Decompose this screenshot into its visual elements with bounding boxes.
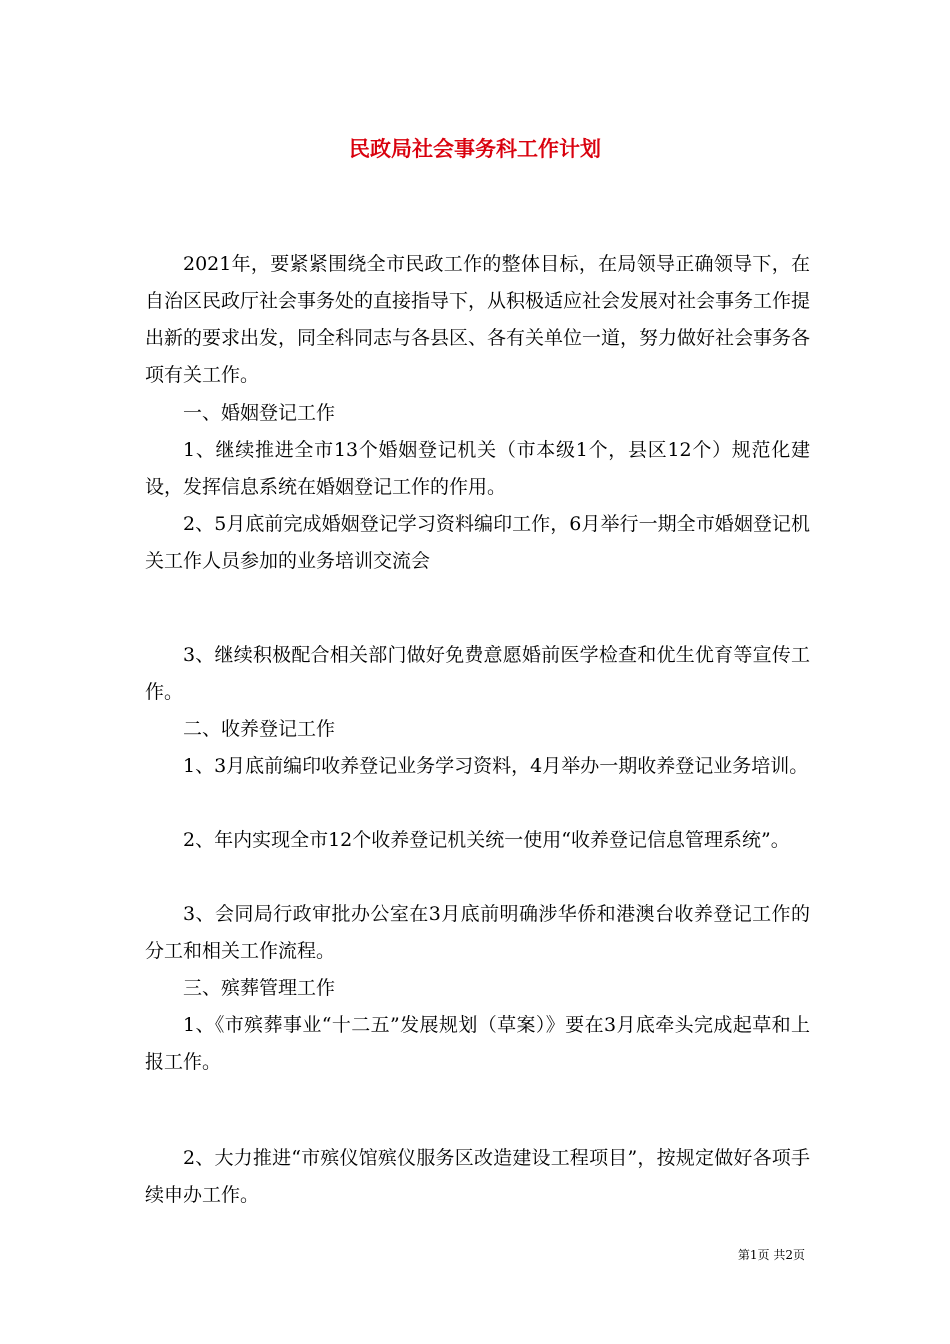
- marriage-item-1: 1、继续推进全市13个婚姻登记机关（市本级1个，县区12个）规范化建设，发挥信息系统在婚姻登记工作的作用。: [145, 439, 810, 498]
- adoption-item-3: 3、会同局行政审批办公室在3月底前明确涉华侨和港澳台收养登记工作的分工和相关工作流程。: [145, 903, 810, 962]
- intro-paragraph: 2021年，要紧紧围绕全市民政工作的整体目标，在局领导正确领导下，在自治区民政厅社会事务处的直接指导下，从积极适应社会发展对社会事务工作提出新的要求出发，同全科同志与各县区、各有关单位一道，努力做好社会事务各项有关工作。: [145, 253, 811, 386]
- document-title: 民政局社会事务科工作计划: [349, 136, 601, 161]
- adoption-item-2: 2、年内实现全市12个收养登记机关统一使用“收养登记信息管理系统”。: [183, 829, 790, 851]
- page-indicator: 第1页 共2页: [737, 1248, 805, 1262]
- marriage-item-2: 2、5月底前完成婚姻登记学习资料编印工作，6月举行一期全市婚姻登记机关工作人员参加的业务培训交流会: [145, 513, 810, 572]
- adoption-item-1: 1、3月底前编印收养登记业务学习资料，4月举办一期收养登记业务培训。: [183, 755, 809, 777]
- section-heading-adoption: 二、收养登记工作: [183, 718, 336, 740]
- funeral-item-1: 1、《市殡葬事业“十二五”发展规划（草案）》要在3月底牵头完成起草和上报工作。: [145, 1014, 810, 1073]
- section-heading-marriage: 一、婚姻登记工作: [183, 402, 336, 424]
- funeral-item-2: 2、大力推进“市殡仪馆殡仪服务区改造建设工程项目”，按规定做好各项手续申办工作。: [145, 1147, 810, 1206]
- section-heading-funeral: 三、殡葬管理工作: [183, 977, 336, 999]
- marriage-item-3: 3、继续积极配合相关部门做好免费意愿婚前医学检查和优生优育等宣传工作。: [145, 644, 810, 703]
